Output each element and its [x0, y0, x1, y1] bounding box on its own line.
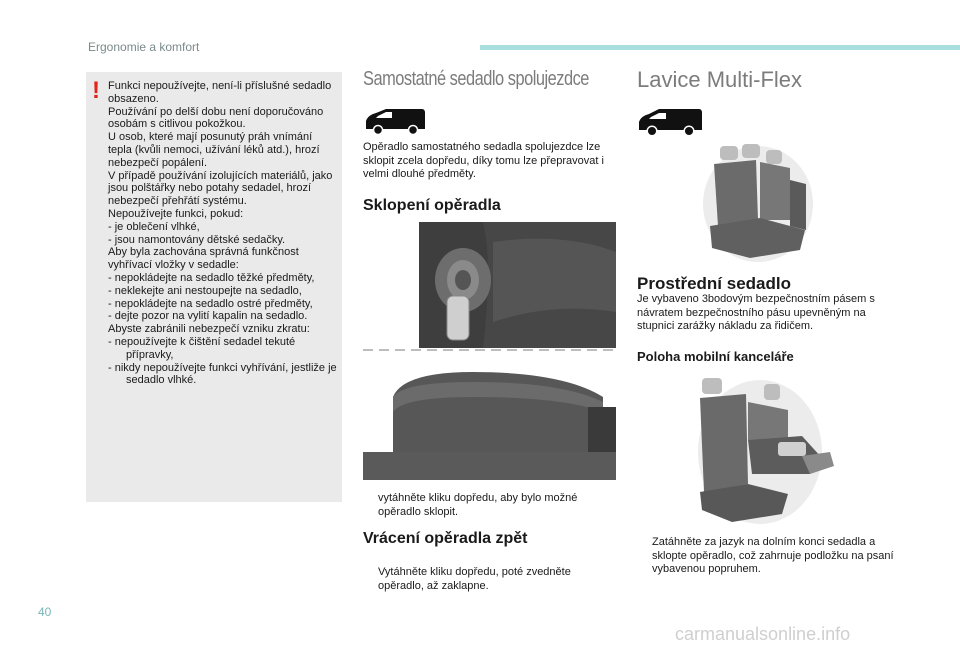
middle-seat-text: Je vybaveno 3bodovým bezpečnostním pásem s návratem bezpečnostního pásu upevněným na stupnici zarážky nákladu za řidičem.	[637, 293, 875, 332]
office-bullet	[637, 536, 897, 577]
fold-bullet-text: vytáhněte kliku dopředu, aby bylo možné opěradlo sklopit.	[378, 492, 578, 518]
warning-text	[108, 80, 338, 387]
office-position-illustration	[692, 374, 837, 526]
van-icon	[637, 107, 703, 137]
return-bullet-text: Vytáhněte kliku dopředu, poté zvedněte opěradlo, až zaklapne.	[378, 566, 571, 592]
warning-list-item: - dejte pozor na vylití kapalin na sedadlo.	[108, 310, 308, 323]
bench-seat-illustration	[700, 140, 815, 265]
middle-seat-heading: Prostřední sedadlo	[637, 274, 791, 293]
middle-intro: Opěradlo samostatného sedadla spolujezdce lze sklopit zcela dopředu, díky tomu lze přepravovat i velmi dlouhé předměty.	[363, 141, 604, 180]
warning-paragraph: Nepoužívejte funkci, pokud:	[108, 207, 244, 220]
header-bar	[480, 45, 960, 50]
fold-heading: Sklopení opěradla	[363, 197, 501, 214]
warning-paragraph: Aby byla zachována správná funkčnost vyhřívací vložky v sedadle:	[108, 246, 299, 272]
warning-list-item: - je oblečení vlhké,	[108, 220, 200, 233]
return-heading: Vrácení opěradla zpět	[363, 530, 528, 547]
right-title: Lavice Multi-Flex	[637, 67, 803, 92]
warning-paragraph: Abyste zabránili nebezpečí vzniku zkratu:	[108, 323, 310, 336]
return-bullet	[363, 566, 613, 593]
warning-list-item: - jsou namontovány dětské sedačky.	[108, 233, 286, 246]
watermark: carmanualsonline.info	[675, 624, 851, 644]
office-heading: Poloha mobilní kanceláře	[637, 349, 794, 364]
warning-icon: !	[92, 77, 100, 104]
warning-list-item: - nepokládejte na sedadlo těžké předměty,	[108, 271, 315, 284]
warning-list-item: - neklekejte ani nestoupejte na sedadlo,	[108, 284, 302, 297]
warning-paragraph: V případě používání izolujících materiálů, jako jsou polštářky nebo potahy sedadel, hrozí nebezpečí přehřátí systému.	[108, 169, 333, 208]
warning-paragraph: U osob, které mají posunutý práh vnímání tepla (kvůli nemoci, užívání léků atd.), hrozí nebezpečí popálení.	[108, 131, 320, 169]
section-header: Ergonomie a komfort	[88, 40, 200, 54]
fold-bullet	[363, 492, 613, 519]
office-bullet-text: Zatáhněte za jazyk na dolním konci sedadla a sklopte opěradlo, což zahrnuje podložku na psaní vybavenou popruhem.	[652, 536, 894, 575]
seat-fold-illustration	[363, 222, 616, 480]
warning-list-item: - nepokládejte na sedadlo ostré předměty,	[108, 297, 313, 310]
middle-title: Samostatné sedadlo spolujezdce	[363, 68, 589, 90]
warning-paragraph: Funkci nepoužívejte, není-li příslušné sedadlo obsazeno.	[108, 80, 332, 105]
warning-paragraph: Používání po delší dobu není doporučováno osobám s citlivou pokožkou.	[108, 105, 324, 131]
van-icon	[364, 107, 426, 135]
page-number: 40	[38, 605, 52, 619]
warning-list-item: - nikdy nepoužívejte funkci vyhřívání, jestliže je sedadlo vlhké.	[108, 361, 337, 387]
warning-list-item: - nepoužívejte k čištění sedadel tekuté přípravky,	[108, 335, 296, 361]
